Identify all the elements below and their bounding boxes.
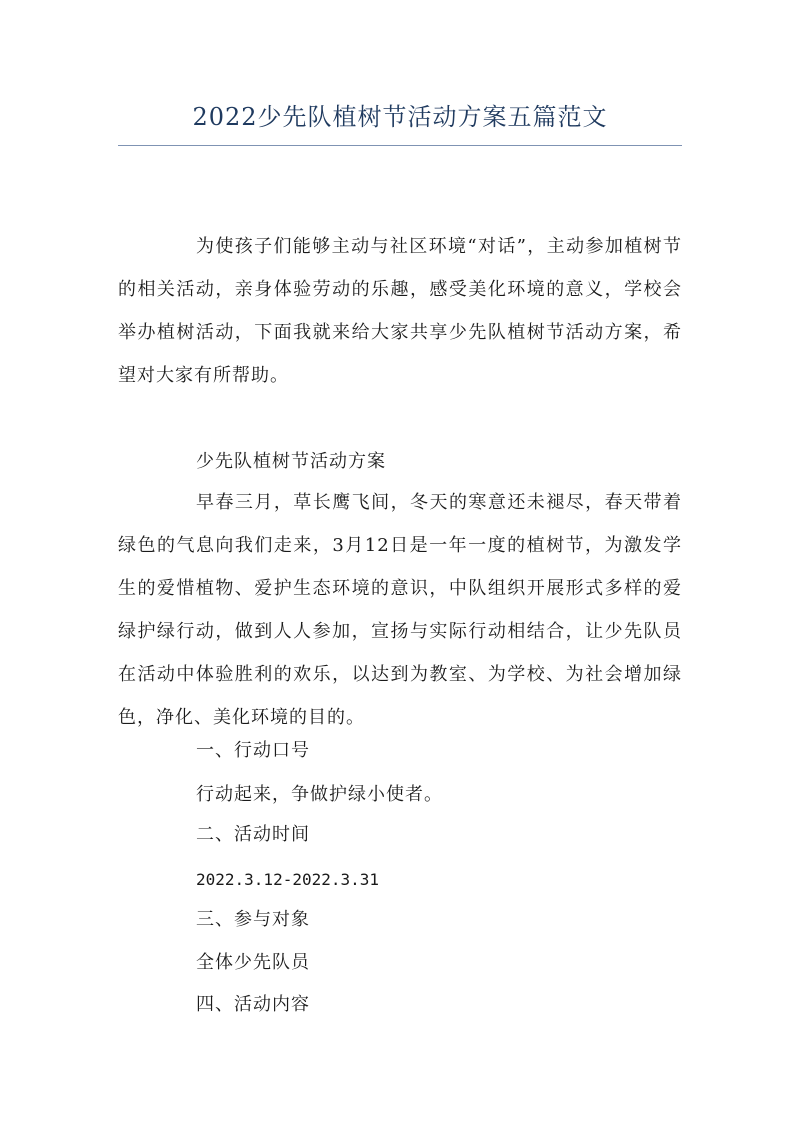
item-text-time: 2022.3.12-2022.3.31	[196, 870, 380, 889]
intro-paragraph: 为使孩子们能够主动与社区环境“对话”，主动参加植树节的相关活动，亲身体验劳动的乐趣，感受美化环境的意义，学校会举办植树活动，下面我就来给大家共享少先队植树节活动方案，希望对大家有所帮助。	[118, 236, 682, 386]
item-text-participants: 全体少先队员	[196, 952, 310, 973]
item-heading-participants: 三、参与对象	[196, 909, 310, 930]
title-divider	[118, 145, 682, 146]
item-heading-time: 二、活动时间	[196, 824, 310, 845]
section-paragraph: 早春三月，草长鹰飞间，冬天的寒意还未褪尽，春天带着绿色的气息向我们走来，3月12日是一年一度的植树节，为激发学生的爱惜植物、爱护生态环境的意识，中队组织开展形式多样的爱绿护绿行动，做到人人参加，宣扬与实际行动相结合，让少先队员在活动中体验胜利的欢乐，以达到为教室、为学校、为社会增加绿色，净化、美化环境的目的。	[118, 492, 682, 728]
section-heading: 少先队植树节活动方案	[196, 451, 386, 472]
document-title: 2022少先队植树节活动方案五篇范文	[192, 103, 608, 131]
item-text-slogan: 行动起来，争做护绿小使者。	[196, 784, 443, 805]
item-heading-content: 四、活动内容	[196, 994, 310, 1015]
item-heading-slogan: 一、行动口号	[196, 740, 310, 761]
